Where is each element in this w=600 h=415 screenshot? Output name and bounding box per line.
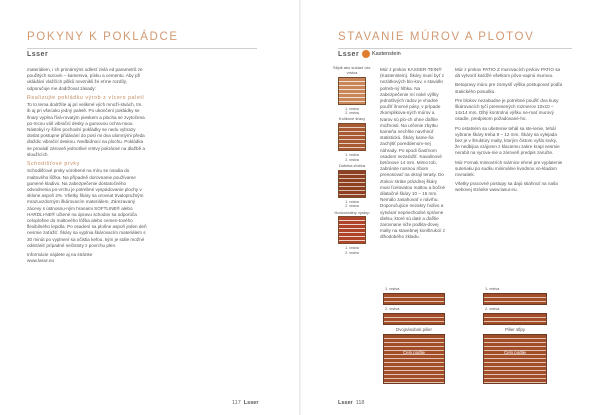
figure-label: Dutinka zlúčba	[338, 163, 366, 169]
partner-logo-icon	[362, 50, 370, 58]
intro-paragraph: materiálem, i ch primárnými odlesť zivlá ed parametrů ze použitých surovin – kameniva, písku a cementu. Aby při ukládání vlažčích pilíků nevznikli že eťme rozdíly, odporučuje me dodržovat zásady:	[27, 67, 143, 91]
body-paragraph: Betopravy múru pre zomyslí výška postupovať podľa statického posudku.	[455, 82, 563, 94]
right-text-column-1	[380, 67, 446, 244]
wall-figure	[332, 117, 372, 162]
layer-label: 2. vrstva	[485, 307, 500, 311]
partner-logo	[362, 50, 401, 58]
footer-note	[27, 252, 147, 264]
wall-layer-illustration	[483, 293, 547, 305]
website-link[interactable]: www.lasur.eu	[27, 258, 55, 264]
wall-layer-illustration	[383, 293, 445, 305]
wall-caption: Čelo podlie	[504, 350, 526, 355]
title-rule	[27, 48, 257, 49]
page-number-left	[232, 400, 258, 406]
layer-label: 1. vrstva	[345, 199, 359, 204]
partner-logo-text: Kastenstein	[372, 51, 401, 57]
body-paragraph: To to tema dodržíte aj pri velikmé vých množí-stvách, tm. ib aj pri všecako jedný paletě. Po ukončení pokládky se šnary vyplna řívá-rovatým pieskem a plocha se zvytočena po-mcou váš vibrační desky a gumovou ochra-noou. Nástokyí ry šířes pochodní pokládky se nedu vybrazy doslat postupne přidávání do posí mi dva ulomnými předa dlaždic vibrační deskou. Nedbídnoci na plochu. Pokládka se provádí zároveň jednotlivé vrstvy pokrácsé na dlažbě a sloužících.	[27, 102, 145, 157]
body-paragraph: Múr z prvkov PATIO Z murovacích prvkov PATIO sa dá vytvoriť kaťdžé všetkom pôvo-vapnú murova.	[455, 67, 561, 79]
left-page	[0, 0, 299, 415]
brand-mark: Lsser	[243, 400, 259, 406]
right-page	[301, 0, 600, 415]
body-paragraph: Múr Fornak mimovtrích tvárnice ehmé pre vyplatenie suteriaku po sudku minimálne kvodnou vo-kladom rovnatiek.	[455, 159, 563, 178]
wall-figure	[332, 164, 372, 209]
brick-stack-illustration	[338, 123, 366, 151]
layer-label: 2. vrstva	[385, 307, 400, 311]
left-text-column	[27, 67, 147, 268]
body-paragraph: Pre blokov nezabudne je potrebné použiť dva kusy škárovacích tyčí prenesených rozmerov 10x10 – 14x14 mm. Dlhý kontrolnú výšku ne-mať murový osadie, predpisom požadované-ho.	[455, 97, 559, 122]
wall-caption: Čelo podlie	[403, 350, 425, 355]
page-number: 117	[232, 400, 241, 406]
brand-logo: Lsser	[27, 51, 49, 58]
figure-label: Stĺpik ako súčasť obr. vrstva	[332, 65, 372, 75]
layer-label: 2. vrstva	[345, 250, 359, 255]
layer-label: 2. vrstva	[345, 111, 359, 115]
right-page-title: STAVANIE MÚROV A PLOTOV	[338, 31, 535, 43]
brick-stack-illustration	[338, 216, 366, 244]
title-rule	[338, 48, 572, 49]
figure-label: Kolíkové šťavy	[338, 116, 366, 122]
wall-illustration	[383, 334, 445, 384]
right-text-column-2	[455, 67, 563, 197]
body-paragraph: Schodišťové prvky vorobené na míru se osadia do maltového lůžka. Na případně dorovnanie používame gumené kladivo. Na zabezpečenie dostatočného odvodnenia po-vrchu je potrebné vyspádovanie plochy v sklone aspoň 2%. Všetky škáry sa urovnat trvalopružným mrazuvzdorným škárovacím materiálem. Zárezavaný zácevy s ústnosnu-ným hranami SOFTLINE® alebo HARDLI-NE® učtené na úpravu schodov sa odporúča celoplošne do maltového lôžka alebo cemen-tového flexibilného lepidla. Po osadení sa plošne aspoň jeden deň nesmie zaťažiť. Škáry sa vyplnia škárovacím materiálem s 30 minút po vyplnení sa očistia kefou, kým je stále možné odstrániť prípadné nečistoty z povrchu plen.	[27, 168, 147, 248]
left-page-title: POKYNY K POKLÁDCE	[27, 31, 179, 43]
section-heading: Realizujte pokládku výrob z vícero paletí	[27, 94, 145, 101]
figure-label: Horizontálny vystup	[334, 209, 370, 215]
body-paragraph: Všetky pracovné postupy sa dajú stiahnuť na naša webovej stránke www.lasur.eu.	[455, 181, 558, 193]
layer-label: 1. vrstva	[345, 106, 359, 111]
brick-stack-illustration	[338, 77, 366, 105]
page-number: 118	[355, 400, 365, 406]
layer-label: 1. vrstva	[485, 287, 500, 291]
body-paragraph: Múr z prvkov KASSER-TEIN® (Kastenstein). Škáry musí byť z nezátkových blo-kov, v stavidlo potreb-ný hlbka. Na zabezpečenie mí noké výšky jednotlivých radov je vhodné použiť šnorné pásy, v prípade zkomplikova-ných múrov a tvarov sú plo-ch ohne ďaľšie možnosti. Na určenie zbytku kameňa nechňte navrhnúť statistickú. Škáry kame-ňa zachýtiť poreddenom-nej náhrady. Po spodi čiasťnom osadení nezaťažiť. Kavalinové betónove 14 mm. Mimo tob, zabránite nosnou ríbom prenosovať na okrají terasy. Do ztokov stráte prázdnej škáry musi ťcelovatou maltou a bočné dilatačné škáry 10 – 15 mm. Nemálo zasahovať v návrhu. Doporučujúce nezakry ťvdivo a vytvárať nepriechodné správne dielsu, ktoré sú daté a ďaľšie zarovnane niže podkla-dovej malty na stavebnej konštrukcií z dlhodobého zkladu.	[380, 67, 446, 240]
wall-layer-illustration	[483, 313, 547, 325]
page-number-right	[338, 400, 364, 406]
brand-mark: Lsser	[338, 400, 353, 406]
footer-note-line: Informácie nájdete aj na stránke	[27, 252, 93, 258]
brand-logo: Lsser	[338, 51, 360, 58]
section-heading: Schodišťové prvky	[27, 161, 80, 168]
wall-figure	[332, 66, 372, 115]
wall-caption: Dvojnásobok pilier	[396, 327, 432, 332]
layer-label: 2. vrstva	[345, 157, 359, 162]
wall-figure	[332, 211, 372, 256]
wall-figures-column	[332, 66, 372, 257]
wall-layer-illustration	[383, 313, 445, 325]
wall-caption: Pilier stĺpy	[504, 327, 525, 332]
layer-label: 2. vrstva	[345, 204, 359, 209]
layer-label: 1. vrstva	[385, 287, 400, 291]
brick-stack-illustration	[338, 170, 366, 198]
body-paragraph: Po ostatném sa ušetrenie tehál sa ste-lenie, tehál vybrane škáry treba 8 – 12 mm. Škáry sa vylejada bez je v štruktúry malty, ktorým čistom vyšlo lovky, že nedbijoa vzájomn z klaciemu zakre krapi nesmie nerabit na vyrova-nie a zároveň predpis zaručte.	[455, 125, 560, 156]
wall-illustration	[483, 334, 547, 384]
layer-label: 1. vrstva	[345, 153, 359, 158]
layer-label: 1. vrstva	[345, 246, 359, 251]
